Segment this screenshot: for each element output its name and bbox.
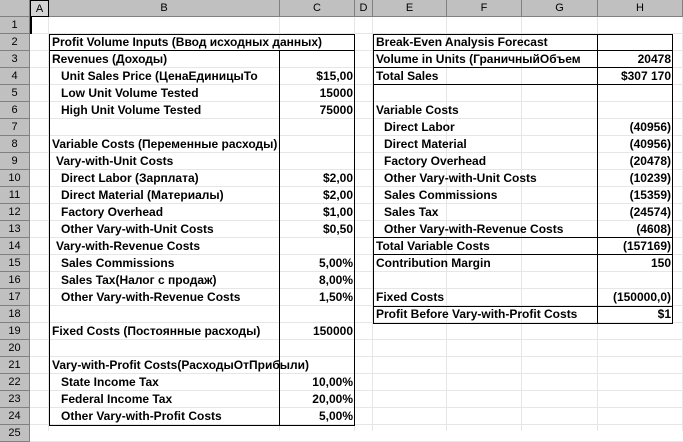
row-header-20[interactable]: 20 bbox=[0, 340, 30, 357]
row-header-23[interactable]: 23 bbox=[0, 391, 30, 408]
row-header-24[interactable]: 24 bbox=[0, 408, 30, 425]
contribution-value[interactable]: 150 bbox=[650, 256, 671, 270]
forecast-title[interactable]: Break-Even Analysis Forecast bbox=[376, 35, 548, 49]
sales-tax-value[interactable]: 8,00% bbox=[318, 273, 353, 287]
sales-comm-value[interactable]: 5,00% bbox=[318, 256, 353, 270]
f-sales-tax-label[interactable]: Sales Tax bbox=[384, 205, 439, 219]
row-header-19[interactable]: 19 bbox=[0, 323, 30, 340]
column-header-f[interactable]: F bbox=[447, 0, 522, 17]
forecast-variable-heading[interactable]: Variable Costs bbox=[376, 103, 459, 117]
low-volume-value[interactable]: 15000 bbox=[319, 86, 353, 100]
row-header-8[interactable]: 8 bbox=[0, 136, 30, 153]
low-volume-label[interactable]: Low Unit Volume Tested bbox=[61, 86, 199, 100]
factory-overhead-value[interactable]: $1,00 bbox=[322, 205, 353, 219]
f-other-unit-label[interactable]: Other Vary-with-Unit Costs bbox=[384, 171, 537, 185]
row-header-14[interactable]: 14 bbox=[0, 238, 30, 255]
f-fixed-label[interactable]: Fixed Costs bbox=[376, 290, 445, 304]
row-header-3[interactable]: 3 bbox=[0, 51, 30, 68]
state-tax-label[interactable]: State Income Tax bbox=[61, 375, 159, 389]
vary-revenue-heading[interactable]: Vary-with-Revenue Costs bbox=[56, 239, 201, 253]
profit-value[interactable]: $1 bbox=[657, 307, 671, 321]
other-rev-value[interactable]: 1,50% bbox=[318, 290, 353, 304]
row-header-12[interactable]: 12 bbox=[0, 204, 30, 221]
f-fixed-value[interactable]: (150000,0) bbox=[612, 290, 671, 304]
column-header-g[interactable]: G bbox=[522, 0, 598, 17]
f-other-unit-value[interactable]: (10239) bbox=[629, 171, 671, 185]
column-header-d[interactable]: D bbox=[355, 0, 373, 17]
row-header-4[interactable]: 4 bbox=[0, 68, 30, 85]
row-header-16[interactable]: 16 bbox=[0, 272, 30, 289]
f-direct-material-label[interactable]: Direct Material bbox=[384, 137, 467, 151]
f-factory-overhead-label[interactable]: Factory Overhead bbox=[384, 154, 487, 168]
profit-label[interactable]: Profit Before Vary-with-Profit Costs bbox=[376, 307, 578, 321]
total-var-label[interactable]: Total Variable Costs bbox=[376, 239, 490, 253]
other-profit-label[interactable]: Other Vary-with-Profit Costs bbox=[61, 409, 222, 423]
volume-label[interactable]: Volume in Units (ГраничныйОбъем bbox=[376, 52, 581, 66]
direct-material-label[interactable]: Direct Material (Материалы) bbox=[61, 188, 224, 202]
unit-price-value[interactable]: $15,00 bbox=[316, 69, 353, 83]
direct-material-value[interactable]: $2,00 bbox=[322, 188, 353, 202]
total-sales-label[interactable]: Total Sales bbox=[376, 69, 439, 83]
high-volume-value[interactable]: 75000 bbox=[319, 103, 353, 117]
f-direct-labor-label[interactable]: Direct Labor bbox=[384, 120, 455, 134]
fixed-costs-value[interactable]: 150000 bbox=[312, 324, 353, 338]
gridline-vertical bbox=[372, 17, 373, 431]
row-header-1[interactable]: 1 bbox=[0, 17, 30, 34]
other-rev-label[interactable]: Other Vary-with-Revenue Costs bbox=[61, 290, 241, 304]
column-header-c[interactable]: C bbox=[280, 0, 355, 17]
row-header-10[interactable]: 10 bbox=[0, 170, 30, 187]
row-header-11[interactable]: 11 bbox=[0, 187, 30, 204]
factory-overhead-label[interactable]: Factory Overhead bbox=[61, 205, 164, 219]
row-header-2[interactable]: 2 bbox=[0, 34, 30, 51]
column-header-h[interactable]: H bbox=[598, 0, 683, 17]
other-unit-label[interactable]: Other Vary-with-Unit Costs bbox=[61, 222, 214, 236]
contribution-label[interactable]: Contribution Margin bbox=[376, 256, 491, 270]
inputs-title[interactable]: Profit Volume Inputs (Ввод исходных данных) bbox=[52, 35, 323, 49]
row-header-21[interactable]: 21 bbox=[0, 357, 30, 374]
direct-labor-value[interactable]: $2,00 bbox=[322, 171, 353, 185]
total-var-value[interactable]: (157169) bbox=[622, 239, 671, 253]
direct-labor-label[interactable]: Direct Labor (Зарплата) bbox=[61, 171, 199, 185]
f-other-rev-label[interactable]: Other Vary-with-Revenue Costs bbox=[384, 222, 564, 236]
total-sales-value[interactable]: $307 170 bbox=[620, 69, 671, 83]
f-direct-material-value[interactable]: (40956) bbox=[629, 137, 671, 151]
sales-comm-label[interactable]: Sales Commissions bbox=[61, 256, 175, 270]
f-other-rev-value[interactable]: (4608) bbox=[636, 222, 671, 236]
vary-profit-heading[interactable]: Vary-with-Profit Costs(РасходыОтПрибыли) bbox=[52, 358, 309, 372]
f-sales-tax-value[interactable]: (24574) bbox=[629, 205, 671, 219]
row-header-15[interactable]: 15 bbox=[0, 255, 30, 272]
revenues-heading[interactable]: Revenues (Доходы) bbox=[52, 52, 168, 66]
row-header-5[interactable]: 5 bbox=[0, 85, 30, 102]
f-direct-labor-value[interactable]: (40956) bbox=[629, 120, 671, 134]
high-volume-label[interactable]: High Unit Volume Tested bbox=[61, 103, 202, 117]
other-profit-value[interactable]: 5,00% bbox=[318, 409, 353, 423]
row-header-22[interactable]: 22 bbox=[0, 374, 30, 391]
active-cell-cursor bbox=[30, 17, 32, 34]
column-header-a[interactable]: A bbox=[30, 0, 49, 17]
sales-tax-label[interactable]: Sales Tax(Налог с продаж) bbox=[61, 273, 217, 287]
row-header-25[interactable]: 25 bbox=[0, 425, 30, 442]
volume-value[interactable]: 20478 bbox=[637, 52, 671, 66]
f-sales-comm-value[interactable]: (15359) bbox=[629, 188, 671, 202]
row-header-6[interactable]: 6 bbox=[0, 102, 30, 119]
other-unit-value[interactable]: $0,50 bbox=[322, 222, 353, 236]
f-factory-overhead-value[interactable]: (20478) bbox=[629, 154, 671, 168]
gridline-vertical bbox=[48, 17, 49, 431]
column-header-e[interactable]: E bbox=[373, 0, 447, 17]
row-header-18[interactable]: 18 bbox=[0, 306, 30, 323]
federal-tax-value[interactable]: 20,00% bbox=[312, 392, 353, 406]
select-all-corner[interactable] bbox=[0, 0, 30, 17]
unit-price-label[interactable]: Unit Sales Price (ЦенаЕдиницыТо bbox=[61, 69, 258, 83]
row-header-13[interactable]: 13 bbox=[0, 221, 30, 238]
row-header-9[interactable]: 9 bbox=[0, 153, 30, 170]
row-header-7[interactable]: 7 bbox=[0, 119, 30, 136]
variable-costs-heading[interactable]: Variable Costs (Переменные расходы) bbox=[52, 137, 278, 151]
column-header-b[interactable]: B bbox=[49, 0, 280, 17]
fixed-costs-label[interactable]: Fixed Costs (Постоянные расходы) bbox=[52, 324, 261, 338]
row-header-17[interactable]: 17 bbox=[0, 289, 30, 306]
federal-tax-label[interactable]: Federal Income Tax bbox=[61, 392, 173, 406]
vary-unit-heading[interactable]: Vary-with-Unit Costs bbox=[56, 154, 174, 168]
f-sales-comm-label[interactable]: Sales Commissions bbox=[384, 188, 498, 202]
state-tax-value[interactable]: 10,00% bbox=[312, 375, 353, 389]
